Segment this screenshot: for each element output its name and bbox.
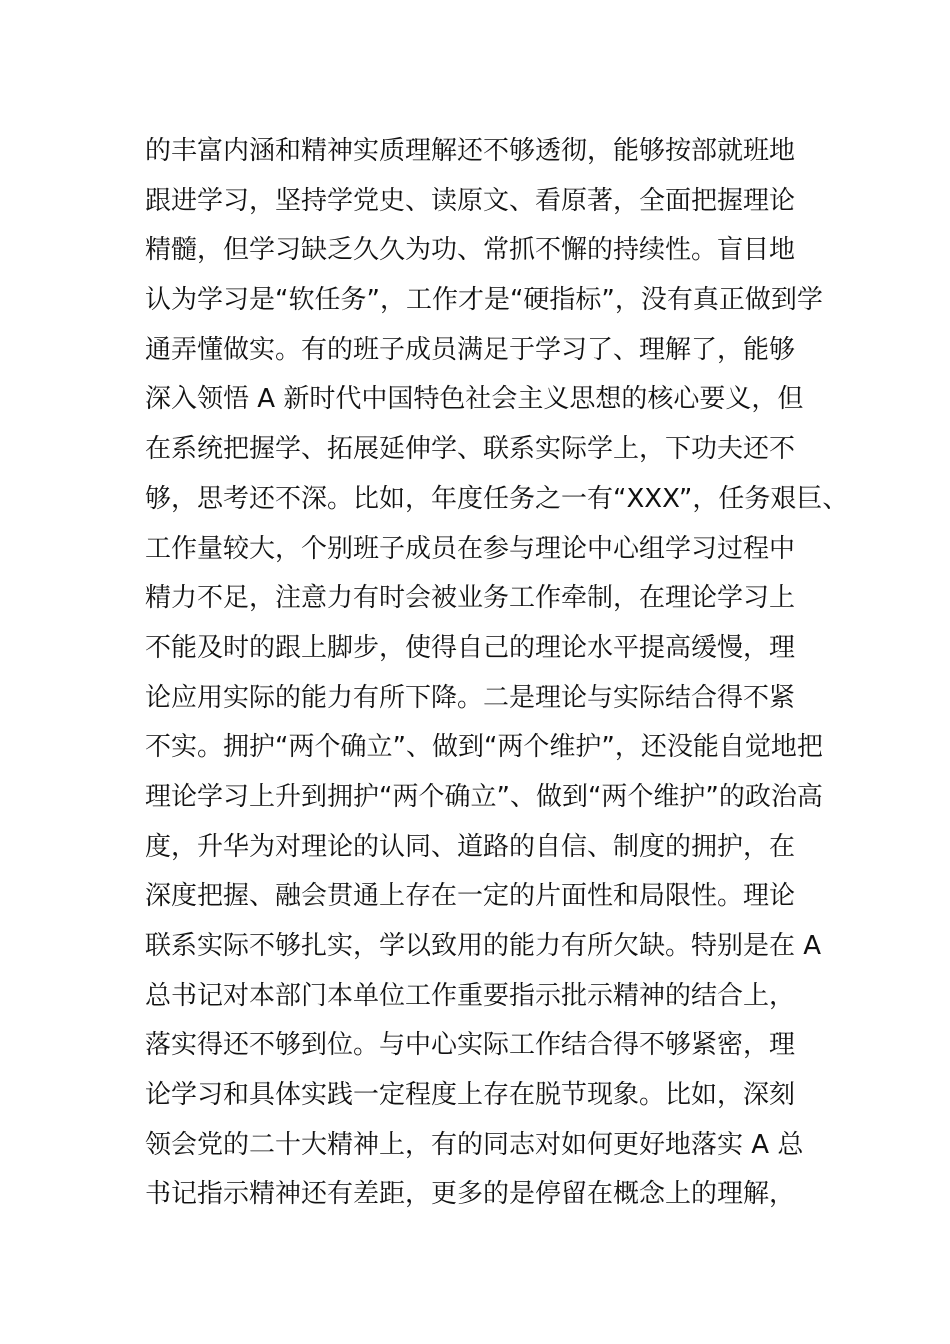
text-line-19: 落实得还不够到位。与中心实际工作结合得不够紧密，理 xyxy=(145,1030,796,1061)
text-line-1: 的丰富内涵和精神实质理解还不够透彻，能够按部就班地 xyxy=(145,136,796,166)
text-line-11: 不能及时的跟上脚步，使得自己的理论水平提高缓慢，理 xyxy=(145,632,796,663)
text-line-8: 够，思考还不深。比如，年度任务之一有“XXX”，任务艰巨、 xyxy=(145,483,849,514)
text-line-22: 书记指示精神还有差距，更多的是停留在概念上的理解， xyxy=(145,1179,796,1210)
text-line-5: 通弄懂做实。有的班子成员满足于学习了、理解了，能够 xyxy=(145,334,796,365)
text-line-7: 在系统把握学、拓展延伸学、联系实际学上，下功夫还不 xyxy=(145,434,796,465)
text-line-12: 论应用实际的能力有所下降。二是理论与实际结合得不紧 xyxy=(145,682,796,713)
text-line-18: 总书记对本部门本单位工作重要指示批示精神的结合上， xyxy=(145,980,796,1011)
text-line-16: 深度把握、融会贯通上存在一定的片面性和局限性。理论 xyxy=(145,881,796,912)
text-line-2: 跟进学习，坚持学党史、读原文、看原著，全面把握理论 xyxy=(145,185,796,216)
text-line-14: 理论学习上升到拥护“两个确立”、做到“两个维护”的政治高 xyxy=(145,781,823,812)
text-line-17: 联系实际不够扎实，学以致用的能力有所欠缺。特别是在 A xyxy=(145,931,822,961)
text-line-3: 精髓，但学习缺乏久久为功、常抓不懈的持续性。盲目地 xyxy=(145,235,796,266)
text-line-4: 认为学习是“软任务”，工作才是“硬指标”，没有真正做到学 xyxy=(145,285,823,316)
body-paragraph xyxy=(145,127,849,1220)
text-line-6: 深入领悟 A 新时代中国特色社会主义思想的核心要义，但 xyxy=(145,384,804,415)
text-line-21: 领会党的二十大精神上，有的同志对如何更好地落实 A 总 xyxy=(145,1129,804,1160)
text-line-9: 工作量较大，个别班子成员在参与理论中心组学习过程中 xyxy=(145,533,796,564)
text-line-13: 不实。拥护“两个确立”、做到“两个维护”，还没能自觉地把 xyxy=(145,732,823,763)
text-line-20: 论学习和具体实践一定程度上存在脱节现象。比如，深刻 xyxy=(145,1080,796,1111)
text-line-15: 度，升华为对理论的认同、道路的自信、制度的拥护，在 xyxy=(145,831,796,862)
text-line-10: 精力不足，注意力有时会被业务工作牵制，在理论学习上 xyxy=(145,583,796,614)
